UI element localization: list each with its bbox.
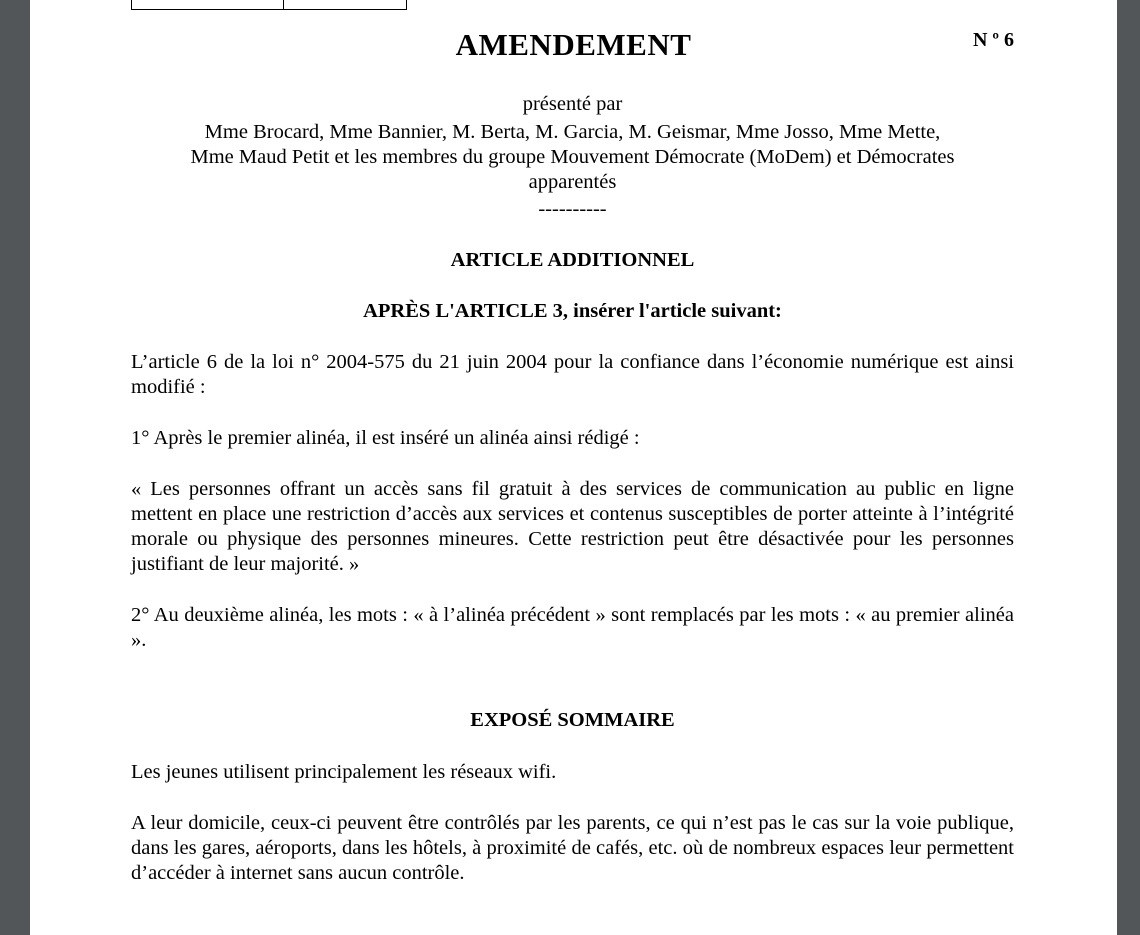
summary-heading: EXPOSÉ SOMMAIRE <box>470 709 675 731</box>
separator-line: ---------- <box>538 198 607 220</box>
presented-by-label: présenté par <box>522 93 623 115</box>
header-reference-table <box>131 0 407 10</box>
authors-line-3: apparentés <box>528 171 617 193</box>
table-cell-divider <box>283 0 284 9</box>
summary-paragraph-2: A leur domicile, ceux-ci peuvent être contrôlés par les parents, ce qui n’est pas le cas sur la voie publique, dans les gares, aéroports, dans les hôtels, à proximité de cafés, etc. où de nombreux espaces leur permettent d’accéder à internet sans aucun contrôle. <box>131 812 1014 884</box>
article-heading: ARTICLE ADDITIONNEL <box>450 249 695 271</box>
document-page <box>30 0 1117 935</box>
summary-paragraph-1: Les jeunes utilisent principalement les réseaux wifi. <box>131 761 557 783</box>
paragraph-4: 2° Au deuxième alinéa, les mots : « à l’alinéa précédent » sont remplacés par les mots : « au premier alinéa ». <box>131 604 1014 651</box>
document-title: AMENDEMENT <box>455 27 692 62</box>
paragraph-2: 1° Après le premier alinéa, il est inséré un alinéa ainsi rédigé : <box>131 427 640 449</box>
amendment-number: N º 6 <box>972 29 1014 51</box>
paragraph-1: L’article 6 de la loi n° 2004-575 du 21 juin 2004 pour la confiance dans l’économie numérique est ainsi modifié : <box>131 351 1014 398</box>
authors-line-2: Mme Maud Petit et les membres du groupe Mouvement Démocrate (MoDem) et Démocrates <box>190 146 955 168</box>
insertion-heading: APRÈS L'ARTICLE 3, insérer l'article suivant: <box>363 300 782 322</box>
paragraph-3-quote: « Les personnes offrant un accès sans fil gratuit à des services de communication au public en ligne mettent en place une restriction d’accès aux services et contenus susceptibles de porter atteinte à l’intégrité morale ou physique des personnes mineures. Cette restriction peut être désactivée pour les personnes justifiant de leur majorité. » <box>131 478 1014 575</box>
authors-line-1: Mme Brocard, Mme Bannier, M. Berta, M. Garcia, M. Geismar, Mme Josso, Mme Mette, <box>204 121 941 143</box>
